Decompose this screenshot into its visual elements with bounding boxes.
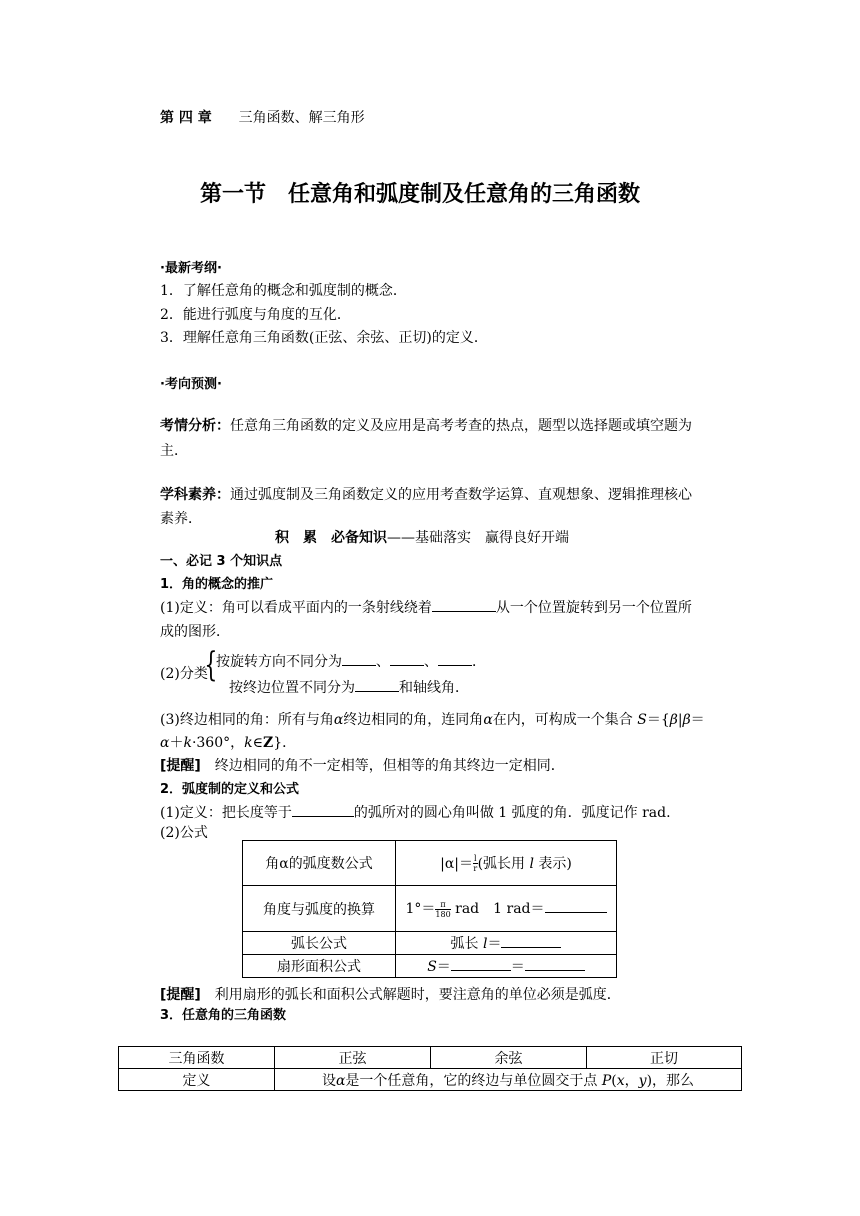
literacy-text-cont: 素养． [160, 511, 202, 527]
t: α [335, 1072, 346, 1089]
t: 在内，可构成一个集合 [492, 712, 633, 728]
p1-class-line1 [216, 651, 486, 671]
radian-formula-table [242, 840, 617, 978]
knowledge-heading: 一、必记 3 个知识点 [160, 554, 283, 569]
t: 设 [321, 1072, 336, 1089]
t: (1)定义：把长度等于 [160, 805, 292, 821]
table-cell: 弧长公式 [243, 932, 396, 955]
t: ＝ [510, 959, 525, 975]
p1-def-text-2: 从一个位置旋转到另一个位置所 [495, 600, 692, 616]
t: x [616, 1072, 625, 1089]
chapter-number: 第 四 章 [160, 110, 212, 126]
p1-def-cont: 成的图形． [160, 624, 230, 640]
p1-class-label: (2)分类 [160, 666, 208, 682]
table-row [243, 886, 617, 932]
table-row [243, 955, 617, 978]
table-cell: 角α的弧度数公式 [243, 841, 396, 886]
table-row [243, 841, 617, 886]
end: 和轴线角． [399, 680, 469, 696]
p1-class-line2 [229, 677, 469, 697]
forecast-heading: ·考向预测· [160, 377, 222, 392]
p1-same-side-cont [160, 732, 296, 752]
t: ＝{ [646, 712, 670, 728]
t: }． [273, 735, 297, 751]
sep: 、 [424, 654, 438, 670]
table-header: 三角函数 [119, 1047, 275, 1069]
t: ＝ [487, 936, 502, 952]
t: ＋ [169, 735, 184, 751]
table-row [243, 932, 617, 955]
table-cell [396, 932, 617, 955]
table-cell [396, 841, 617, 886]
table-cell: 扇形面积公式 [243, 955, 396, 978]
section-title: 第一节 任意角和弧度制及任意角的三角函数 [200, 182, 641, 207]
t: α [160, 735, 170, 751]
answer-blank[interactable] [501, 935, 561, 948]
syllabus-item: 3．理解任意角三角函数(正弦、余弦、正切)的定义． [160, 330, 488, 346]
numerator: π [435, 900, 450, 910]
t: ＝ [436, 959, 451, 975]
t: rad 1 rad＝ [455, 901, 545, 918]
class-line1-text: 按旋转方向不同分为 [216, 654, 342, 670]
table-cell: 定义 [119, 1069, 275, 1091]
analysis-label: 考情分析： [160, 418, 230, 434]
t: 弧长 [450, 936, 479, 952]
tip-label: [提醒] [160, 987, 201, 1003]
t: 终边相同的角，连同角 [343, 712, 484, 728]
running-header [160, 107, 365, 127]
point-1-title: 1．角的概念的推广 [160, 577, 274, 592]
table-header: 正切 [587, 1047, 742, 1069]
point-2-title: 2．弧度制的定义和公式 [160, 782, 300, 797]
t: l [482, 936, 488, 952]
t: ∈ [252, 735, 263, 751]
tip-1 [160, 755, 565, 775]
fraction [435, 900, 450, 919]
answer-blank[interactable] [355, 679, 399, 692]
p1-same-side [160, 709, 705, 729]
syllabus-item: 2．能进行弧度与角度的互化． [160, 307, 351, 323]
table-cell [396, 886, 617, 932]
table-cell: 角度与弧度的换算 [243, 886, 396, 932]
tip-label: [提醒] [160, 758, 201, 774]
t: β [682, 712, 691, 728]
sep: 、 [376, 654, 390, 670]
t: S [637, 712, 647, 728]
t: ( [611, 1072, 617, 1089]
p2-definition [160, 802, 671, 822]
syllabus-item: 1．了解任意角的概念和弧度制的概念． [160, 283, 407, 299]
table-cell [275, 1069, 742, 1091]
table-header: 余弦 [431, 1047, 587, 1069]
class-line2-text: 按终边位置不同分为 [229, 680, 355, 696]
analysis-paragraph [160, 415, 692, 435]
t: S [427, 959, 437, 975]
t: 的弧所对的圆心角叫做 1 弧度的角．弧度记作 rad. [353, 805, 671, 821]
t: 1°＝ [405, 901, 436, 918]
t: α [333, 712, 344, 728]
t: ， [624, 1072, 639, 1089]
answer-blank[interactable] [438, 653, 472, 666]
t: )，那么 [646, 1072, 695, 1089]
t: Z [262, 735, 274, 751]
chapter-title: 三角函数、解三角形 [238, 110, 365, 126]
table-row [119, 1069, 742, 1091]
t: k [244, 735, 253, 751]
t: | [677, 712, 683, 728]
t: 表示) [538, 855, 572, 872]
end: ． [472, 654, 486, 670]
t: (3)终边相同的角：所有与角 [160, 712, 334, 728]
tip-2 [160, 984, 621, 1004]
t: ＝ [690, 712, 705, 728]
answer-blank[interactable] [292, 804, 354, 817]
analysis-text: 任意角三角函数的定义及应用是高考考查的热点，题型以选择题或填空题为 [230, 418, 692, 434]
left-brace-icon: { [204, 645, 218, 685]
banner-main: 积 累 必备知识 [275, 530, 387, 546]
t: l [529, 855, 534, 872]
answer-blank[interactable] [451, 958, 511, 971]
t: ·360°， [191, 735, 245, 751]
trig-function-table [118, 1046, 742, 1091]
literacy-text: 通过弧度制及三角函数定义的应用考查数学运算、直观想象、逻辑推理核心 [230, 487, 692, 503]
p1-definition [160, 597, 692, 617]
answer-blank[interactable] [545, 900, 607, 913]
denominator: 180 [435, 909, 451, 919]
syllabus-heading: ·最新考纲· [160, 261, 222, 276]
answer-blank[interactable] [432, 599, 496, 612]
table-row [119, 1047, 742, 1069]
t: P [601, 1072, 612, 1089]
answer-blank[interactable] [525, 958, 585, 971]
tip-text: 终边相同的角不一定相等，但相等的角其终边一定相同． [200, 758, 565, 774]
p2-formula-label: (2)公式 [160, 825, 208, 841]
t: α [483, 712, 493, 728]
t: |α|＝ [440, 855, 473, 872]
t: (弧长用 [477, 855, 526, 872]
numerator: l [474, 854, 477, 864]
table-cell [396, 955, 617, 978]
table-header: 正弦 [275, 1047, 431, 1069]
answer-blank[interactable] [390, 653, 424, 666]
t: y [638, 1072, 647, 1089]
t: k [183, 735, 192, 751]
answer-blank[interactable] [342, 653, 376, 666]
analysis-text-cont: 主． [160, 443, 188, 459]
tip-text: 利用扇形的弧长和面积公式解题时，要注意角的单位必须是弧度． [200, 987, 621, 1003]
point-3-title: 3．任意角的三角函数 [160, 1008, 287, 1023]
t: β [669, 712, 678, 728]
t: 是一个任意角，它的终边与单位圆交于点 [345, 1072, 598, 1089]
literacy-paragraph [160, 484, 692, 504]
section-banner [275, 527, 569, 547]
banner-sub: ——基础落实 赢得良好开端 [387, 530, 569, 546]
literacy-label: 学科素养： [160, 487, 230, 503]
denominator: r [473, 864, 478, 874]
p1-def-text: (1)定义：角可以看成平面内的一条射线绕着 [160, 600, 432, 616]
